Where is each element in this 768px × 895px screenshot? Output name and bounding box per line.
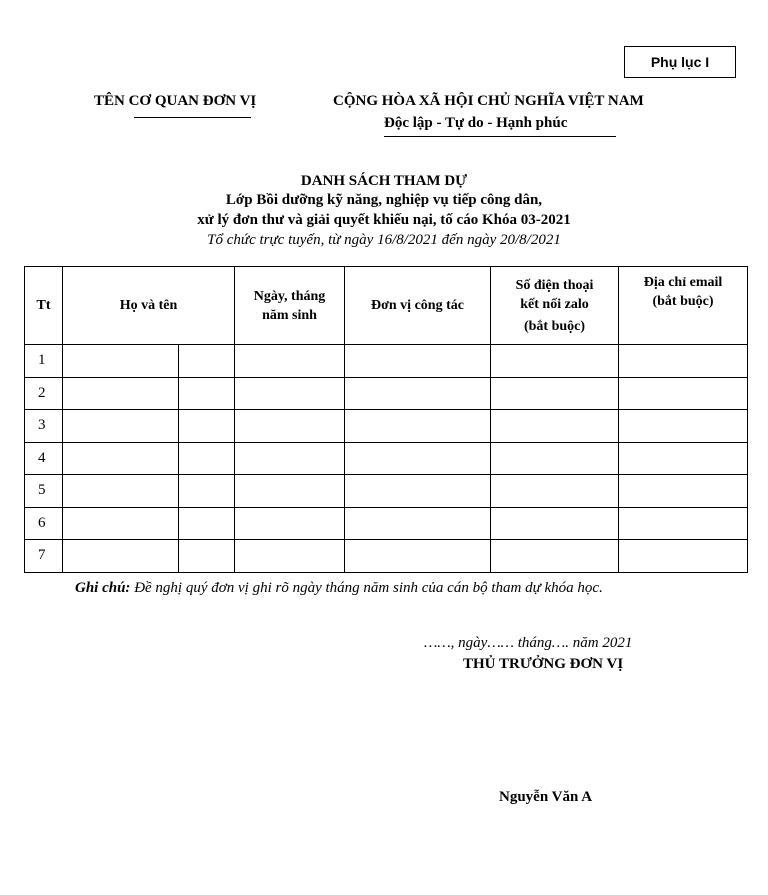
course-name-line1: Lớp Bồi dưỡng kỹ năng, nghiệp vụ tiếp công dân, bbox=[225, 192, 543, 208]
cell-email[interactable] bbox=[619, 345, 748, 378]
cell-email[interactable] bbox=[619, 410, 748, 443]
cell-given-name[interactable] bbox=[179, 345, 235, 378]
cell-phone[interactable] bbox=[491, 540, 619, 573]
cell-unit[interactable] bbox=[345, 475, 491, 508]
cell-phone[interactable] bbox=[491, 410, 619, 443]
cell-given-name[interactable] bbox=[179, 475, 235, 508]
document-title: DANH SÁCH THAM DỰ bbox=[300, 173, 468, 189]
header-dob-line1: Ngày, tháng bbox=[253, 288, 326, 304]
cell-surname[interactable] bbox=[63, 507, 179, 540]
row-number: 5 bbox=[25, 475, 63, 508]
cell-dob[interactable] bbox=[235, 377, 345, 410]
cell-phone[interactable] bbox=[491, 377, 619, 410]
note-label: Ghi chú: bbox=[75, 580, 131, 596]
nation-heading: CỘNG HÒA XÃ HỘI CHỦ NGHĨA VIỆT NAM bbox=[333, 93, 644, 109]
cell-dob[interactable] bbox=[235, 410, 345, 443]
header-email bbox=[619, 267, 748, 345]
cell-unit[interactable] bbox=[345, 410, 491, 443]
row-number: 7 bbox=[25, 540, 63, 573]
row-number: 4 bbox=[25, 442, 63, 475]
signature-position: THỦ TRƯỞNG ĐƠN VỊ bbox=[463, 656, 624, 672]
cell-surname[interactable] bbox=[63, 410, 179, 443]
table-row bbox=[25, 507, 748, 540]
header-tt: Tt bbox=[25, 267, 63, 345]
row-number: 3 bbox=[25, 410, 63, 443]
attendee-table bbox=[24, 266, 748, 573]
note bbox=[75, 577, 695, 599]
course-schedule: Tổ chức trực tuyến, từ ngày 16/8/2021 đến ngày 20/8/2021 bbox=[207, 232, 561, 248]
cell-phone[interactable] bbox=[491, 345, 619, 378]
cell-surname[interactable] bbox=[63, 345, 179, 378]
cell-unit[interactable] bbox=[345, 345, 491, 378]
agency-underline bbox=[134, 117, 251, 118]
cell-email[interactable] bbox=[619, 507, 748, 540]
table-row bbox=[25, 442, 748, 475]
cell-phone[interactable] bbox=[491, 507, 619, 540]
cell-given-name[interactable] bbox=[179, 410, 235, 443]
cell-dob[interactable] bbox=[235, 507, 345, 540]
cell-given-name[interactable] bbox=[179, 540, 235, 573]
signer-name: Nguyễn Văn A bbox=[499, 789, 593, 805]
course-name-line2: xử lý đơn thư và giải quyết khiếu nại, tố cáo Khóa 03-2021 bbox=[197, 212, 571, 228]
table-row bbox=[25, 377, 748, 410]
header-phone bbox=[491, 267, 619, 345]
header-dob-line2: năm sinh bbox=[262, 307, 317, 323]
cell-given-name[interactable] bbox=[179, 377, 235, 410]
table-row bbox=[25, 475, 748, 508]
note-text: Đề nghị quý đơn vị ghi rõ ngày tháng năm sinh của cán bộ tham dự khóa học. bbox=[130, 580, 603, 596]
cell-phone[interactable] bbox=[491, 475, 619, 508]
cell-email[interactable] bbox=[619, 540, 748, 573]
header-phone-line3: (bắt buộc) bbox=[523, 318, 586, 334]
cell-phone[interactable] bbox=[491, 442, 619, 475]
header-date-of-birth bbox=[235, 267, 345, 345]
appendix-label: Phụ lục I bbox=[624, 46, 736, 78]
cell-unit[interactable] bbox=[345, 507, 491, 540]
table-header-row bbox=[25, 267, 748, 345]
cell-given-name[interactable] bbox=[179, 507, 235, 540]
cell-surname[interactable] bbox=[63, 442, 179, 475]
cell-given-name[interactable] bbox=[179, 442, 235, 475]
header-phone-line1: Số điện thoại bbox=[515, 277, 594, 293]
header-work-unit: Đơn vị công tác bbox=[345, 267, 491, 345]
cell-dob[interactable] bbox=[235, 345, 345, 378]
table-row bbox=[25, 345, 748, 378]
row-number: 6 bbox=[25, 507, 63, 540]
table-row bbox=[25, 410, 748, 443]
cell-unit[interactable] bbox=[345, 442, 491, 475]
cell-dob[interactable] bbox=[235, 540, 345, 573]
cell-dob[interactable] bbox=[235, 475, 345, 508]
national-motto: Độc lập - Tự do - Hạnh phúc bbox=[384, 115, 568, 131]
cell-email[interactable] bbox=[619, 475, 748, 508]
row-number: 1 bbox=[25, 345, 63, 378]
row-number: 2 bbox=[25, 377, 63, 410]
cell-dob[interactable] bbox=[235, 442, 345, 475]
motto-underline bbox=[384, 136, 616, 137]
agency-name: TÊN CƠ QUAN ĐƠN VỊ bbox=[94, 93, 257, 109]
cell-unit[interactable] bbox=[345, 377, 491, 410]
cell-email[interactable] bbox=[619, 377, 748, 410]
signature-date: ……, ngày…… tháng…. năm 2021 bbox=[424, 635, 633, 651]
table-row bbox=[25, 540, 748, 573]
cell-surname[interactable] bbox=[63, 377, 179, 410]
cell-surname[interactable] bbox=[63, 475, 179, 508]
header-full-name: Họ và tên bbox=[63, 267, 235, 345]
cell-unit[interactable] bbox=[345, 540, 491, 573]
header-email-line1: Địa chỉ email bbox=[643, 275, 723, 290]
header-email-line2: (bắt buộc) bbox=[652, 294, 714, 309]
header-phone-line2: kết nối zalo bbox=[520, 296, 589, 312]
cell-surname[interactable] bbox=[63, 540, 179, 573]
cell-email[interactable] bbox=[619, 442, 748, 475]
